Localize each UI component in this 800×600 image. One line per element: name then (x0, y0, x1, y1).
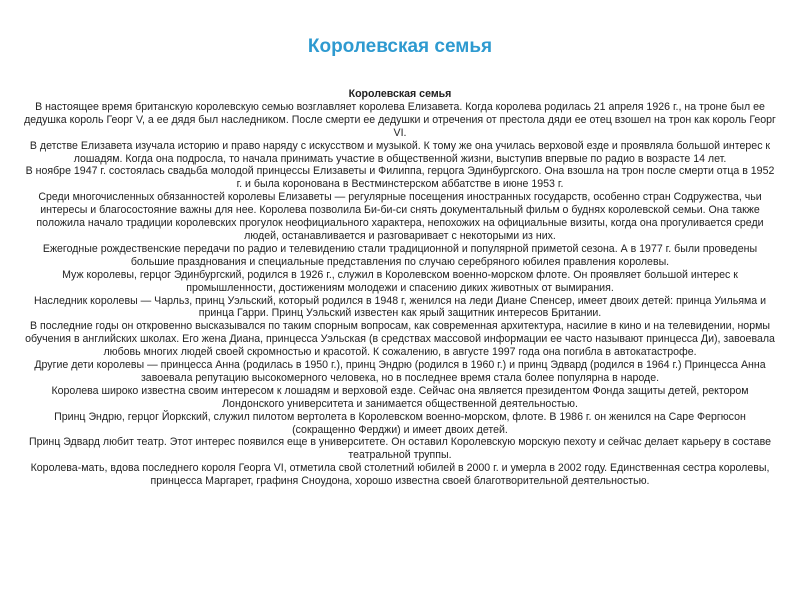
paragraph-13: Королева-мать, вдова последнего короля Георга VI, отметила свой столетний юбилей в 2000 г. и умерла в 2002 году. Единственная сестра королевы, принцесса Маргарет, графиня Сноудона, хорошо известна своей благотворительной деятельностью. (30, 462, 770, 488)
article-heading: Королевская семья (348, 88, 452, 100)
paragraph-12: Принц Эдвард любит театр. Этот интерес появился еще в университете. Он оставил Королевскую морскую пехоту и сейчас делает карьеру в составе театральной труппы. (29, 436, 771, 462)
paragraph-6: Муж королевы, герцог Эдинбургский, родился в 1926 г., служил в Королевском военно-морском флоте. Он проявляет большой интерес к промышленности, достижениям молодежи и спасению диких животных от вымирания. (62, 268, 738, 294)
paragraph-3: В ноябре 1947 г. состоялась свадьба молодой принцессы Елизаветы и Филиппа, герцога Эдинбургского. Она взошла на трон после смерти отца в 1952 г. и была коронована в Вестминстерском аббатстве в июне 1953 г. (25, 165, 775, 191)
paragraph-10: Королева широко известна своим интересом к лошадям и верховой езде. Сейчас она является президентом Фонда защиты детей, ректором Лондонского университета и занимается общественной деятельностью. (51, 384, 749, 410)
paragraph-4: Среди многочисленных обязанностей королевы Елизаветы — регулярные посещения иностранных государств, особенно стран Содружества, чьи интересы и благосостояние важны для нее. Королева позволила Би-би-си снять документальный фильм о буднях королевской семьи. Она также положила начало традиции королевских прогулок неофициального характера, непохожих на официальные визиты, когда она прогуливается среди людей, останавливается и разговаривает с некоторыми из них. (36, 191, 764, 242)
slide-title: Королевская семья (307, 36, 493, 57)
paragraph-7: Наследник королевы — Чарльз, принц Уэльский, который родился в 1948 г, женился на леди Диане Спенсер, имеет двоих детей: принца Уильяма и принца Гарри. Принц Уэльский известен как ярый защитник интересов Британии. (33, 294, 767, 320)
paragraph-8: В последние годы он откровенно высказывался по таким спорным вопросам, как современная архитектура, насилие в кино и на телевидении, нормы обучения в английских школах. Его жена Диана, принцесса Уэльская (в средствах массовой информации ее часто называют принцесса Ди), завоевала любовь многих людей своей скромностью и красотой. К сожалению, в августе 1997 года она погибла в автокатастрофе. (25, 320, 775, 359)
paragraph-11: Принц Эндрю, герцог Йоркский, служил пилотом вертолета в Королевском военно-морском, флоте. В 1986 г. он женился на Саре Фергюсон (сокращенно Ферджи) и имеет двоих детей. (54, 410, 746, 436)
paragraph-1: В настоящее время британскую королевскую семью возглавляет королева Елизавета. Когда королева родилась 21 апреля 1926 г., на троне был ее дедушка король Георг V, а ее дядя был наследником. После смерти ее дедушки и отречения от престола дяди ее отец взошел на трон как король Георг VI. (24, 100, 776, 139)
paragraph-2: В детстве Елизавета изучала историю и право наряду с искусством и музыкой. К тому же она училась верховой езде и проявляла большой интерес к лошадям. Когда она подросла, то начала принимать участие в общественной жизни, выступив впервые по радио в возрасте 14 лет. (29, 139, 771, 165)
paragraph-5: Ежегодные рождественские передачи по радио и телевидению стали традиционной и популярной приметой сезона. А в 1977 г. были проведены большие празднования и специальные представления по случаю серебряного юбилея правления королевы. (42, 242, 758, 268)
article-body (24, 88, 776, 488)
paragraph-9: Другие дети королевы — принцесса Анна (родилась в 1950 г.), принц Эндрю (родился в 1960 г.) и принц Эдвард (родился в 1964 г.) Принцесса Анна завоевала репутацию высокомерного человека, но в последнее время стала более популярна в народе. (34, 359, 766, 384)
